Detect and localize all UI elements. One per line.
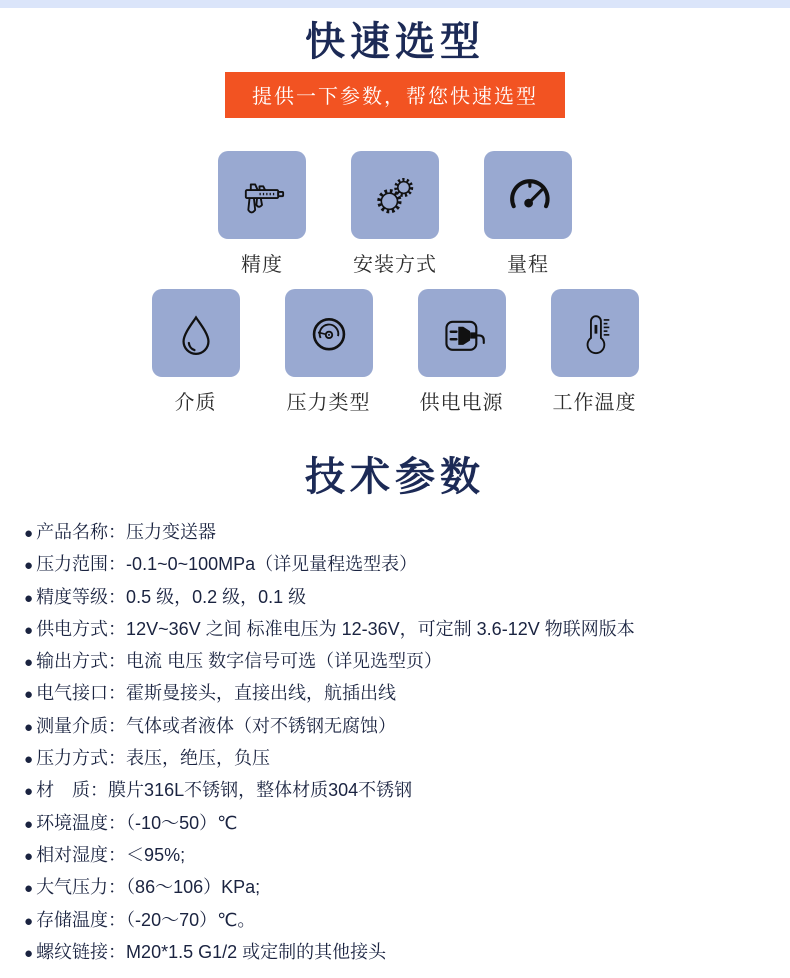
quick-selection-title: 快速选型: [305, 20, 485, 64]
category-power-supply: [418, 289, 506, 415]
power-plug-icon: [434, 305, 490, 361]
category-label-precision: 精度: [241, 254, 283, 276]
spec-text: 材 质：膜片316L不锈钢，整体材质304不锈钢: [36, 780, 413, 801]
category-label-mounting: 安装方式: [353, 254, 437, 276]
quick-selection-banner: 提供一下参数，帮您快速选型: [225, 72, 565, 118]
spec-text: 产品名称：压力变送器: [36, 522, 217, 542]
spec-item: [24, 840, 770, 872]
tile-power-supply[interactable]: [418, 289, 506, 377]
bullet-icon: ●: [24, 718, 34, 736]
bullet-icon: ●: [24, 751, 34, 769]
thermometer-icon: [567, 305, 623, 361]
category-label-power-supply: 供电电源: [419, 392, 504, 414]
tile-medium[interactable]: [152, 289, 240, 377]
spec-item: [24, 808, 770, 840]
tile-pressure-type[interactable]: [285, 289, 373, 377]
category-mounting: [351, 151, 439, 277]
spec-text: 电气接口：霍斯曼接头，直接出线，航插出线: [36, 683, 397, 704]
spec-item: [24, 711, 770, 743]
spec-item: [24, 678, 770, 710]
spec-text: 存储温度：（-20～70）℃。: [36, 909, 256, 930]
top-accent-strip: [0, 0, 790, 8]
spec-text: 压力范围：-0.1~0~100MPa（详见量程选型表）: [36, 554, 418, 575]
caliper-icon: [234, 167, 290, 223]
pressure-gauge-icon: [301, 305, 357, 361]
bullet-icon: ●: [24, 880, 34, 898]
spec-text: 输出方式：电流 电压 数字信号可选（详见选型页）: [36, 651, 443, 672]
bullet-icon: ●: [24, 912, 34, 930]
tile-range[interactable]: [484, 151, 572, 239]
category-label-working-temperature: 工作温度: [552, 392, 637, 414]
bullet-icon: ●: [24, 686, 34, 704]
bullet-icon: ●: [24, 525, 34, 542]
spec-text: 测量介质：气体或者液体（对不锈钢无腐蚀）: [36, 715, 397, 736]
category-label-medium: 介质: [174, 392, 217, 414]
water-drop-icon: [168, 305, 224, 361]
spec-item: [24, 743, 770, 775]
spec-item: [24, 775, 770, 807]
spec-text: 压力方式：表压，绝压，负压: [36, 748, 271, 769]
category-row-1: [0, 151, 790, 277]
category-medium: [152, 289, 240, 415]
category-pressure-type: [285, 289, 373, 415]
category-precision: [218, 151, 306, 277]
spec-item: [24, 549, 770, 581]
banner-wrap: [0, 72, 790, 118]
tile-working-temperature[interactable]: [551, 289, 639, 377]
bullet-icon: ●: [24, 589, 34, 607]
spec-text: 环境温度：（-10～50）℃: [36, 812, 238, 833]
bullet-icon: ●: [24, 783, 34, 801]
spec-text: 供电方式：12V~36V 之间 标准电压为 12-36V，可定制 3.6-12V 物联网版本: [36, 618, 635, 639]
category-label-pressure-type: 压力类型: [286, 392, 371, 414]
bullet-icon: ●: [24, 815, 34, 833]
bullet-icon: ●: [24, 557, 34, 575]
category-working-temperature: [551, 289, 639, 415]
tech-params-list: [0, 517, 790, 978]
spec-item: [24, 646, 770, 678]
tile-mounting[interactable]: [351, 151, 439, 239]
spec-item: [24, 872, 770, 904]
category-row-2: [0, 289, 790, 415]
bullet-icon: ●: [24, 944, 34, 962]
tech-params-title: 技术参数: [305, 455, 485, 499]
spec-text: 螺纹链接：M20*1.5 G1/2 或定制的其他接头: [36, 941, 387, 962]
spec-text: 大气压力：（86～106）KPa;: [36, 877, 261, 898]
spec-item: [24, 937, 770, 969]
category-range: [484, 151, 572, 277]
tile-precision[interactable]: [218, 151, 306, 239]
bullet-icon: ●: [24, 654, 34, 672]
gears-icon: [367, 167, 423, 223]
spec-item: [24, 614, 770, 646]
spec-item: [24, 905, 770, 937]
spec-text: 精度等级：0.5 级，0.2 级，0.1 级: [36, 586, 307, 607]
spec-item: [24, 517, 770, 549]
speedometer-icon: [500, 167, 556, 223]
category-label-range: 量程: [507, 254, 549, 276]
bullet-icon: ●: [24, 847, 34, 865]
spec-item: [24, 582, 770, 614]
bullet-icon: ●: [24, 621, 34, 639]
spec-text: 相对湿度：＜95%;: [36, 844, 186, 865]
